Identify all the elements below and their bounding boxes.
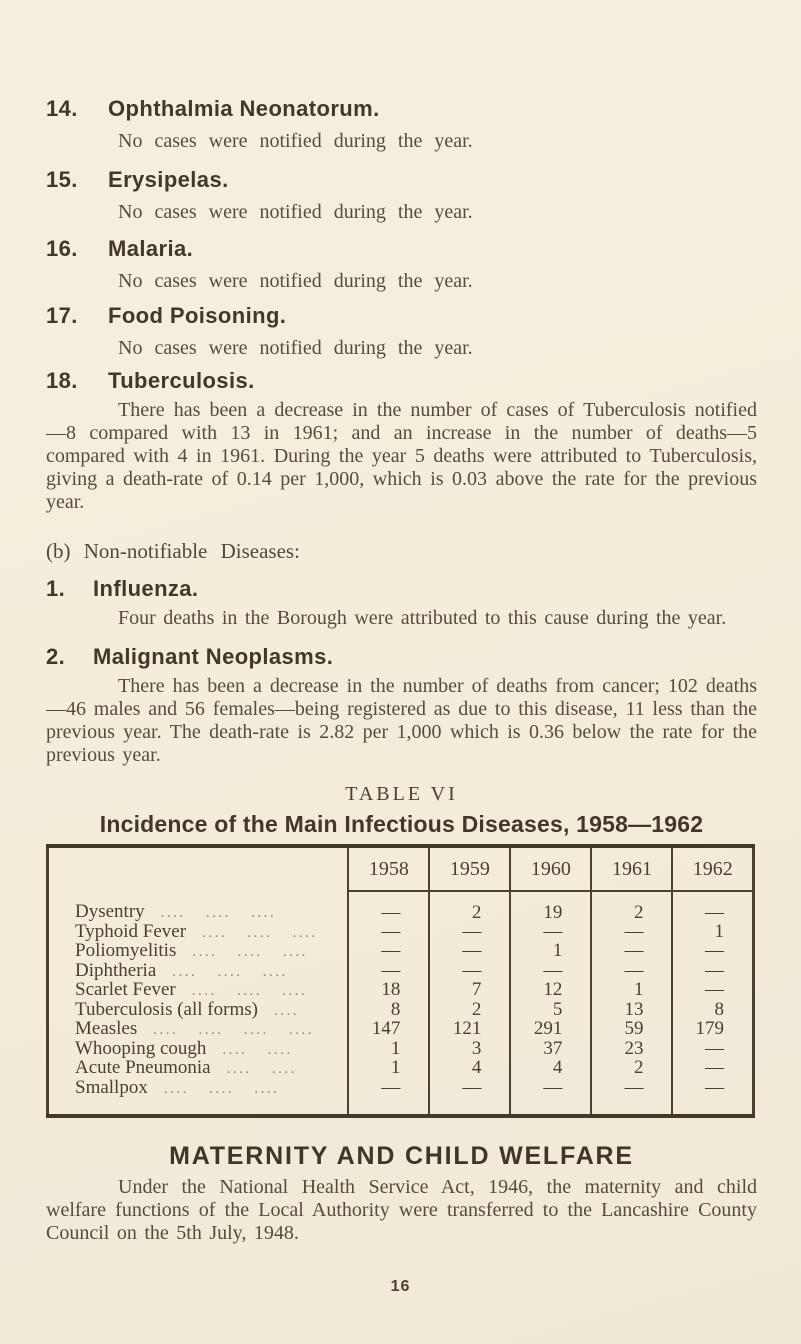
disease-label-cell xyxy=(48,1040,349,1060)
table-cell: 59 xyxy=(591,1020,672,1040)
table-cell: — xyxy=(348,942,429,962)
table-cell: — xyxy=(672,891,753,923)
section-title: Influenza. xyxy=(93,576,199,601)
table-cell: — xyxy=(591,962,672,982)
table-cell: 1 xyxy=(591,981,672,1001)
table-cell: — xyxy=(672,1059,753,1079)
section-heading-malignant-neoplasms xyxy=(46,644,757,670)
disease-label: Acute Pneumonia xyxy=(75,1059,211,1078)
disease-label-cell xyxy=(48,1020,349,1040)
table-cell: — xyxy=(510,923,591,943)
table-cell: — xyxy=(348,891,429,923)
table-cell: 1 xyxy=(348,1040,429,1060)
table-cell: 3 xyxy=(429,1040,510,1060)
table-row xyxy=(48,1059,754,1079)
disease-label-cell xyxy=(48,1079,349,1117)
table-row xyxy=(48,1079,754,1117)
table-row xyxy=(48,942,754,962)
dot-leader: .... .... xyxy=(222,1041,293,1058)
year-column-header: 1960 xyxy=(510,846,591,891)
table-header-row xyxy=(48,846,754,891)
table-row xyxy=(48,923,754,943)
section-heading-food-poisoning xyxy=(46,303,757,329)
table-row xyxy=(48,1001,754,1021)
table-cell: 12 xyxy=(510,981,591,1001)
table-cell: 1 xyxy=(348,1059,429,1079)
disease-label-cell xyxy=(48,1059,349,1079)
disease-label: Diphtheria xyxy=(75,961,157,981)
disease-label-cell xyxy=(48,942,349,962)
disease-label-cell xyxy=(48,981,349,1001)
section-title: Ophthalmia Neonatorum. xyxy=(108,96,380,121)
section-heading-tuberculosis xyxy=(46,368,757,394)
table-cell: 37 xyxy=(510,1040,591,1060)
table-cell: 7 xyxy=(429,981,510,1001)
section-number: 14. xyxy=(46,96,78,121)
disease-label: Scarlet Fever xyxy=(75,981,176,1000)
table-cell: 2 xyxy=(429,891,510,923)
disease-label: Smallpox xyxy=(75,1078,148,1098)
table-row xyxy=(48,1020,754,1040)
disease-label: Dysentry xyxy=(75,901,145,922)
table-cell: 179 xyxy=(672,1020,753,1040)
section-body-malaria: No cases were notified during the year. xyxy=(118,270,473,292)
table-cell: 4 xyxy=(510,1059,591,1079)
table-cell: 2 xyxy=(429,1001,510,1021)
table-cell: 8 xyxy=(348,1001,429,1021)
section-number: 1. xyxy=(46,576,66,601)
table-row xyxy=(48,891,754,923)
disease-label-cell xyxy=(48,891,349,923)
table-cell: 147 xyxy=(348,1020,429,1040)
section-body-influenza: Four deaths in the Borough were attributed to this cause during the year. xyxy=(118,607,727,629)
section-heading-influenza xyxy=(46,576,757,602)
table-row xyxy=(48,962,754,982)
section-number: 16. xyxy=(46,236,78,261)
table-cell: 8 xyxy=(672,1001,753,1021)
year-column-header: 1961 xyxy=(591,846,672,891)
table-cell: — xyxy=(429,962,510,982)
table-cell: 13 xyxy=(591,1001,672,1021)
section-title: Malaria. xyxy=(108,236,194,261)
table-cell: — xyxy=(672,942,753,962)
section-title: Erysipelas. xyxy=(108,167,229,192)
table-cell: 121 xyxy=(429,1020,510,1040)
disease-label: Tuberculosis (all forms) xyxy=(75,1000,258,1020)
table-cell: 291 xyxy=(510,1020,591,1040)
dot-leader: .... .... .... xyxy=(160,905,277,921)
table-cell: 2 xyxy=(591,891,672,923)
section-number: 2. xyxy=(46,644,66,669)
section-heading-ophthalmia xyxy=(46,96,757,122)
disease-label: Measles xyxy=(75,1020,138,1039)
table-cell: — xyxy=(672,1079,753,1117)
table-cell: 23 xyxy=(591,1040,672,1060)
table-cell: — xyxy=(429,942,510,962)
disease-label: Whooping cough xyxy=(75,1039,207,1059)
section-title: Malignant Neoplasms. xyxy=(93,644,334,669)
table-cell: — xyxy=(591,1079,672,1117)
dot-leader: .... xyxy=(273,1002,299,1019)
table-cell: 4 xyxy=(429,1059,510,1079)
section-title: Tuberculosis. xyxy=(108,368,255,393)
table-cell: 5 xyxy=(510,1001,591,1021)
table-cell: 2 xyxy=(591,1059,672,1079)
section-number: 17. xyxy=(46,303,78,328)
year-column-header: 1959 xyxy=(429,846,510,891)
table-cell: — xyxy=(591,923,672,943)
disease-label-cell xyxy=(48,1001,349,1021)
table-cell: — xyxy=(348,923,429,943)
table-corner-cell xyxy=(48,846,349,891)
table-cell: — xyxy=(672,1040,753,1060)
table-cell: — xyxy=(429,1079,510,1117)
table-row xyxy=(48,981,754,1001)
maternity-body: Under the National Health Service Act, 1946, the maternity and child welfare functions of the Local Authority were transferred to the Lancashire County Council on the 5th July, 1948. xyxy=(46,1176,757,1244)
dot-leader: .... .... .... xyxy=(191,983,308,999)
table-cell: 18 xyxy=(348,981,429,1001)
table-title: TABLE VI xyxy=(345,783,458,805)
subsection-b-heading: (b) Non-notifiable Diseases: xyxy=(46,539,300,563)
year-column-header: 1962 xyxy=(672,846,753,891)
incidence-table xyxy=(46,844,755,1118)
section-number: 15. xyxy=(46,167,78,192)
dot-leader: .... .... .... xyxy=(172,963,288,980)
table-cell: 1 xyxy=(672,923,753,943)
disease-label-cell xyxy=(48,962,349,982)
year-column-header: 1958 xyxy=(348,846,429,891)
table-cell: — xyxy=(348,1079,429,1117)
table-cell: 1 xyxy=(510,942,591,962)
dot-leader: .... .... .... xyxy=(192,944,308,960)
table-cell: — xyxy=(510,1079,591,1117)
table-subtitle: Incidence of the Main Infectious Diseases, 1958—1962 xyxy=(99,811,704,837)
table-cell: — xyxy=(672,981,753,1001)
dot-leader: .... .... .... .... xyxy=(153,1022,315,1038)
disease-label: Poliomyelitis xyxy=(75,942,177,961)
incidence-table-wrapper xyxy=(46,844,757,1118)
section-heading-malaria xyxy=(46,236,757,262)
disease-label: Typhoid Fever xyxy=(75,922,187,942)
table-cell: — xyxy=(429,923,510,943)
section-body-ophthalmia: No cases were notified during the year. xyxy=(118,130,473,152)
table-cell: — xyxy=(510,962,591,982)
section-number: 18. xyxy=(46,368,78,393)
maternity-heading: MATERNITY AND CHILD WELFARE xyxy=(169,1142,634,1170)
dot-leader: .... .... xyxy=(226,1061,297,1077)
section-body-malignant-neoplasms: There has been a decrease in the number of deaths from cancer; 102 deaths—46 males and 56 females—being registered as due to this disease, 11 less than the previous year. The death-rate is 2.82 per 1,000 which is 0.36 below the rate for the previous year. xyxy=(46,675,757,766)
table-cell: — xyxy=(591,942,672,962)
table-cell: — xyxy=(672,962,753,982)
table-cell: — xyxy=(348,962,429,982)
table-row xyxy=(48,1040,754,1060)
section-body-food-poisoning: No cases were notified during the year. xyxy=(118,337,473,359)
dot-leader: .... .... .... xyxy=(163,1080,280,1097)
section-body-erysipelas: No cases were notified during the year. xyxy=(118,201,473,223)
dot-leader: .... .... .... xyxy=(202,924,318,941)
page-number: 16 xyxy=(390,1278,411,1295)
table-cell: 19 xyxy=(510,891,591,923)
section-body-tuberculosis: There has been a decrease in the number of cases of Tuberculosis notified—8 compared with 13 in 1961; and an increase in the number of deaths—5 compared with 4 in 1961. During the year 5 deaths were attributed to Tuberculosis, giving a death-rate of 0.14 per 1,000, which is 0.03 above the rate for the previous year. xyxy=(46,399,757,513)
section-heading-erysipelas xyxy=(46,167,757,193)
section-title: Food Poisoning. xyxy=(108,303,287,328)
disease-label-cell xyxy=(48,923,349,943)
